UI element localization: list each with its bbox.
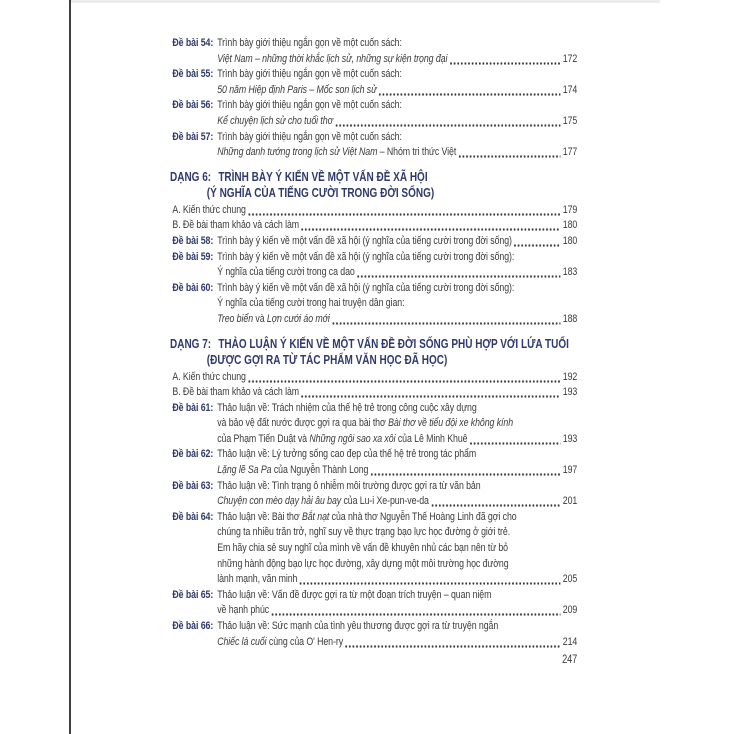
entry-text: của Phạm Tiến Duật và (217, 432, 310, 445)
work-title-text: Những ngôi sao xa xôi (309, 432, 396, 445)
section-title: TRÌNH BÀY Ý KIẾN VỀ MỘT VẤN ĐỀ XÃ HỘI (218, 169, 428, 184)
dot-leader (247, 203, 560, 219)
page-ref: 175 (562, 114, 578, 127)
entry-line (217, 432, 577, 448)
entry-line (217, 83, 577, 99)
page-ref: 205 (562, 573, 578, 586)
dot-leader (331, 312, 560, 328)
work-title-text: Bắt nạt (301, 510, 330, 523)
entry-text: Trình bày giới thiệu ngắn gọn về một cuốn sách: (217, 99, 402, 112)
toc-entry (172, 98, 577, 129)
entry-line (217, 463, 577, 479)
page-ref: 209 (562, 604, 578, 617)
entry-text: Thảo luận về: Trách nhiệm của thế hệ trẻ trong công cuộc xây dựng (217, 401, 477, 414)
page-ref: 193 (562, 432, 578, 445)
entry-line (217, 525, 577, 541)
item-text: B. Đề bài tham khảo và cách làm (172, 386, 300, 399)
dot-leader (469, 432, 560, 448)
entry-line (217, 296, 577, 312)
entry-text: lành mạnh, văn minh (217, 573, 298, 586)
page-ref: 193 (562, 386, 578, 399)
entry-line (217, 281, 577, 297)
toc-item (172, 203, 577, 219)
work-title-text: Bài thơ về tiểu đội xe không kính (388, 417, 514, 430)
dot-leader (513, 234, 560, 250)
entry-text: Ý nghĩa của tiếng cười trong hai truyện dân gian: (217, 297, 405, 310)
work-title-text: Những danh tướng trong lịch sử Việt Nam (217, 146, 378, 159)
entry-label: Đề bài 61: (172, 401, 214, 414)
entry-line (217, 67, 577, 83)
entry-text: Trình bày ý kiến về một vấn đề xã hội (ý nghĩa của tiếng cười trong đời sống): (217, 281, 515, 294)
entry-label: Đề bài 63: (172, 479, 214, 492)
entry-line (217, 265, 577, 281)
toc-entry (172, 250, 577, 281)
entry-line (217, 250, 577, 266)
entry-line (217, 52, 577, 68)
toc-item (172, 370, 577, 386)
entry-line (217, 510, 577, 526)
entry-line (217, 145, 577, 161)
toc-rows (170, 36, 577, 650)
entry-line (217, 130, 577, 146)
entry-text: Em hãy chia sẻ suy nghĩ của mình về vấn đề khuyên nhủ các bạn nên từ bỏ (217, 542, 508, 555)
toc-entry (172, 619, 577, 650)
entry-line (217, 114, 577, 130)
entry-text: về hạnh phúc (217, 604, 270, 617)
entry-text: của Nguyễn Thành Long (271, 464, 369, 477)
entry-text: Thảo luận về: Lý tưởng sống cao đẹp của thế hệ trẻ trong tác phẩm (217, 448, 477, 461)
page-ref: 180 (562, 234, 578, 247)
work-title-text: Lợn cưới áo mới (266, 312, 330, 325)
page-ref: 201 (562, 495, 578, 508)
page-ref: 183 (562, 266, 578, 279)
page-edge-line (69, 0, 71, 734)
dot-leader (271, 603, 561, 619)
entry-text: và (253, 312, 267, 325)
item-text: A. Kiến thức chung (172, 203, 246, 216)
entry-line (217, 36, 577, 52)
entry-line (217, 557, 577, 573)
entry-label: Đề bài 62: (172, 448, 214, 461)
toc-entry (172, 36, 577, 67)
entry-text: Thảo luận về: Bài thơ (217, 510, 302, 523)
entry-text: Trình bày giới thiệu ngắn gọn về một cuốn sách: (217, 130, 402, 143)
section-title: THẢO LUẬN Ý KIẾN VỀ MỘT VẤN ĐỀ ĐỜI SỐNG PHÙ HỢP VỚI LỨA TUỔI (218, 336, 569, 351)
page-ref: 192 (562, 370, 578, 383)
entry-line (217, 619, 577, 635)
page-ref: 177 (562, 146, 578, 159)
toc-entry (172, 281, 577, 328)
entry-line (217, 635, 577, 651)
entry-line (217, 401, 577, 417)
dot-leader (299, 572, 560, 588)
toc-entry (172, 130, 577, 161)
entry-line (217, 572, 577, 588)
toc-entry (172, 447, 577, 478)
page-ref: 180 (562, 219, 578, 232)
entry-line (217, 98, 577, 114)
entry-label: Đề bài 56: (172, 99, 214, 112)
entry-line (217, 603, 577, 619)
entry-label: Đề bài 54: (172, 37, 214, 49)
page-ref: 188 (562, 312, 578, 325)
toc-section-heading (170, 169, 577, 201)
table-of-contents (170, 36, 577, 669)
dot-leader (458, 145, 561, 161)
entry-text: của Lê Minh Khuê (395, 432, 468, 445)
dot-leader (430, 494, 560, 510)
entry-line (217, 312, 577, 328)
entry-line (217, 416, 577, 432)
entry-text: Thảo luận về: Sức mạnh của tình yêu thương được gợi ra từ truyện ngắn (217, 620, 499, 632)
toc-entry (172, 234, 577, 250)
entry-text: của Lu-i Xe-pun-ve-da (341, 495, 429, 508)
dot-leader (378, 83, 560, 99)
dot-leader (449, 52, 560, 68)
dot-leader (247, 370, 560, 386)
entry-line (217, 494, 577, 510)
work-title-text: Chuyện con mèo dạy hải âu bay (217, 495, 342, 508)
entry-text: Trình bày ý kiến về một vấn đề xã hội (ý nghĩa của tiếng cười trong đời sống) (217, 234, 512, 247)
dot-leader (301, 385, 561, 401)
entry-text: của nhà thơ Nguyễn Thế Hoàng Linh đã gợi cho (329, 510, 517, 523)
entry-label: Đề bài 59: (172, 250, 214, 263)
entry-label: Đề bài 64: (172, 510, 214, 523)
toc-item (172, 385, 577, 401)
entry-text: Trình bày giới thiệu ngắn gọn về một cuốn sách: (217, 37, 402, 49)
page-ref: 214 (562, 635, 578, 648)
entry-label: Đề bài 60: (172, 281, 214, 294)
section-subtitle: (Ý NGHĨA CỦA TIẾNG CƯỜI TRONG ĐỜI SỐNG) (206, 185, 435, 200)
entry-label: Đề bài 65: (172, 588, 214, 601)
page-ref: 197 (562, 464, 578, 477)
page-number: 247 (562, 654, 578, 667)
item-text: B. Đề bài tham khảo và cách làm (172, 219, 300, 232)
work-title-text: Kể chuyện lịch sử cho tuổi thơ (217, 114, 333, 127)
entry-text: chúng ta nhiều trăn trở, nghĩ suy về thực trạng bạo lực học đường ở giới trẻ. (217, 526, 511, 539)
dot-leader (356, 265, 560, 281)
entry-text: những hành động bạo lực học đường, xây dựng một môi trường học đường (217, 557, 509, 570)
toc-entry (172, 479, 577, 510)
toc-item (172, 218, 577, 234)
page-ref: 172 (562, 52, 578, 65)
section-label: DẠNG 6: (170, 169, 212, 184)
entry-line (217, 588, 577, 604)
entry-text: và bảo vệ đất nước được gợi ra qua bài thơ (217, 417, 389, 430)
work-title-text: Chiếc lá cuối (217, 635, 267, 648)
work-title-text: Treo biển (217, 312, 254, 325)
entry-label: Đề bài 66: (172, 620, 214, 632)
section-subtitle: (ĐƯỢC GỢI RA TỪ TÁC PHẨM VĂN HỌC ĐÃ HỌC) (206, 352, 448, 367)
page-top-edge (71, 0, 660, 3)
page-ref: 179 (562, 203, 578, 216)
entry-line (217, 479, 577, 495)
dot-leader (370, 463, 560, 479)
work-title-text: 50 năm Hiệp định Paris – Mốc son lịch sử (217, 83, 377, 96)
entry-line (217, 541, 577, 557)
entry-text: Trình bày ý kiến về một vấn đề xã hội (ý nghĩa của tiếng cười trong đời sống): (217, 250, 515, 263)
work-title-text: Lặng lẽ Sa Pa (217, 464, 272, 477)
entry-text: Thảo luận về: Tình trạng ô nhiễm môi trường được gợi ra từ văn bản (217, 479, 481, 492)
toc-entry (172, 401, 577, 448)
toc-entry (172, 67, 577, 98)
entry-text: Trình bày giới thiệu ngắn gọn về một cuốn sách: (217, 68, 402, 81)
dot-leader (345, 635, 561, 651)
toc-entry (172, 588, 577, 619)
entry-text: Thảo luận về: Vấn đề được gợi ra từ một đoạn trích truyện – quan niệm (217, 588, 492, 601)
entry-label: Đề bài 57: (172, 130, 214, 143)
entry-label: Đề bài 55: (172, 68, 214, 81)
item-text: A. Kiến thức chung (172, 370, 246, 383)
entry-text: cùng của O' Hen-ry (266, 635, 344, 648)
entry-line (217, 234, 577, 250)
section-label: DẠNG 7: (170, 336, 212, 351)
entry-text: – Nhóm tri thức Việt (377, 146, 457, 159)
entry-label: Đề bài 58: (172, 234, 214, 247)
entry-line (217, 447, 577, 463)
work-title-text: Việt Nam – những thời khắc lịch sử, những sự kiện trọng đại (217, 52, 448, 65)
dot-leader (301, 218, 561, 234)
toc-entry (172, 510, 577, 588)
dot-leader (334, 114, 560, 130)
page-ref: 174 (562, 83, 578, 96)
toc-section-heading (170, 336, 577, 368)
entry-text: Ý nghĩa của tiếng cười trong ca dao (217, 266, 355, 279)
